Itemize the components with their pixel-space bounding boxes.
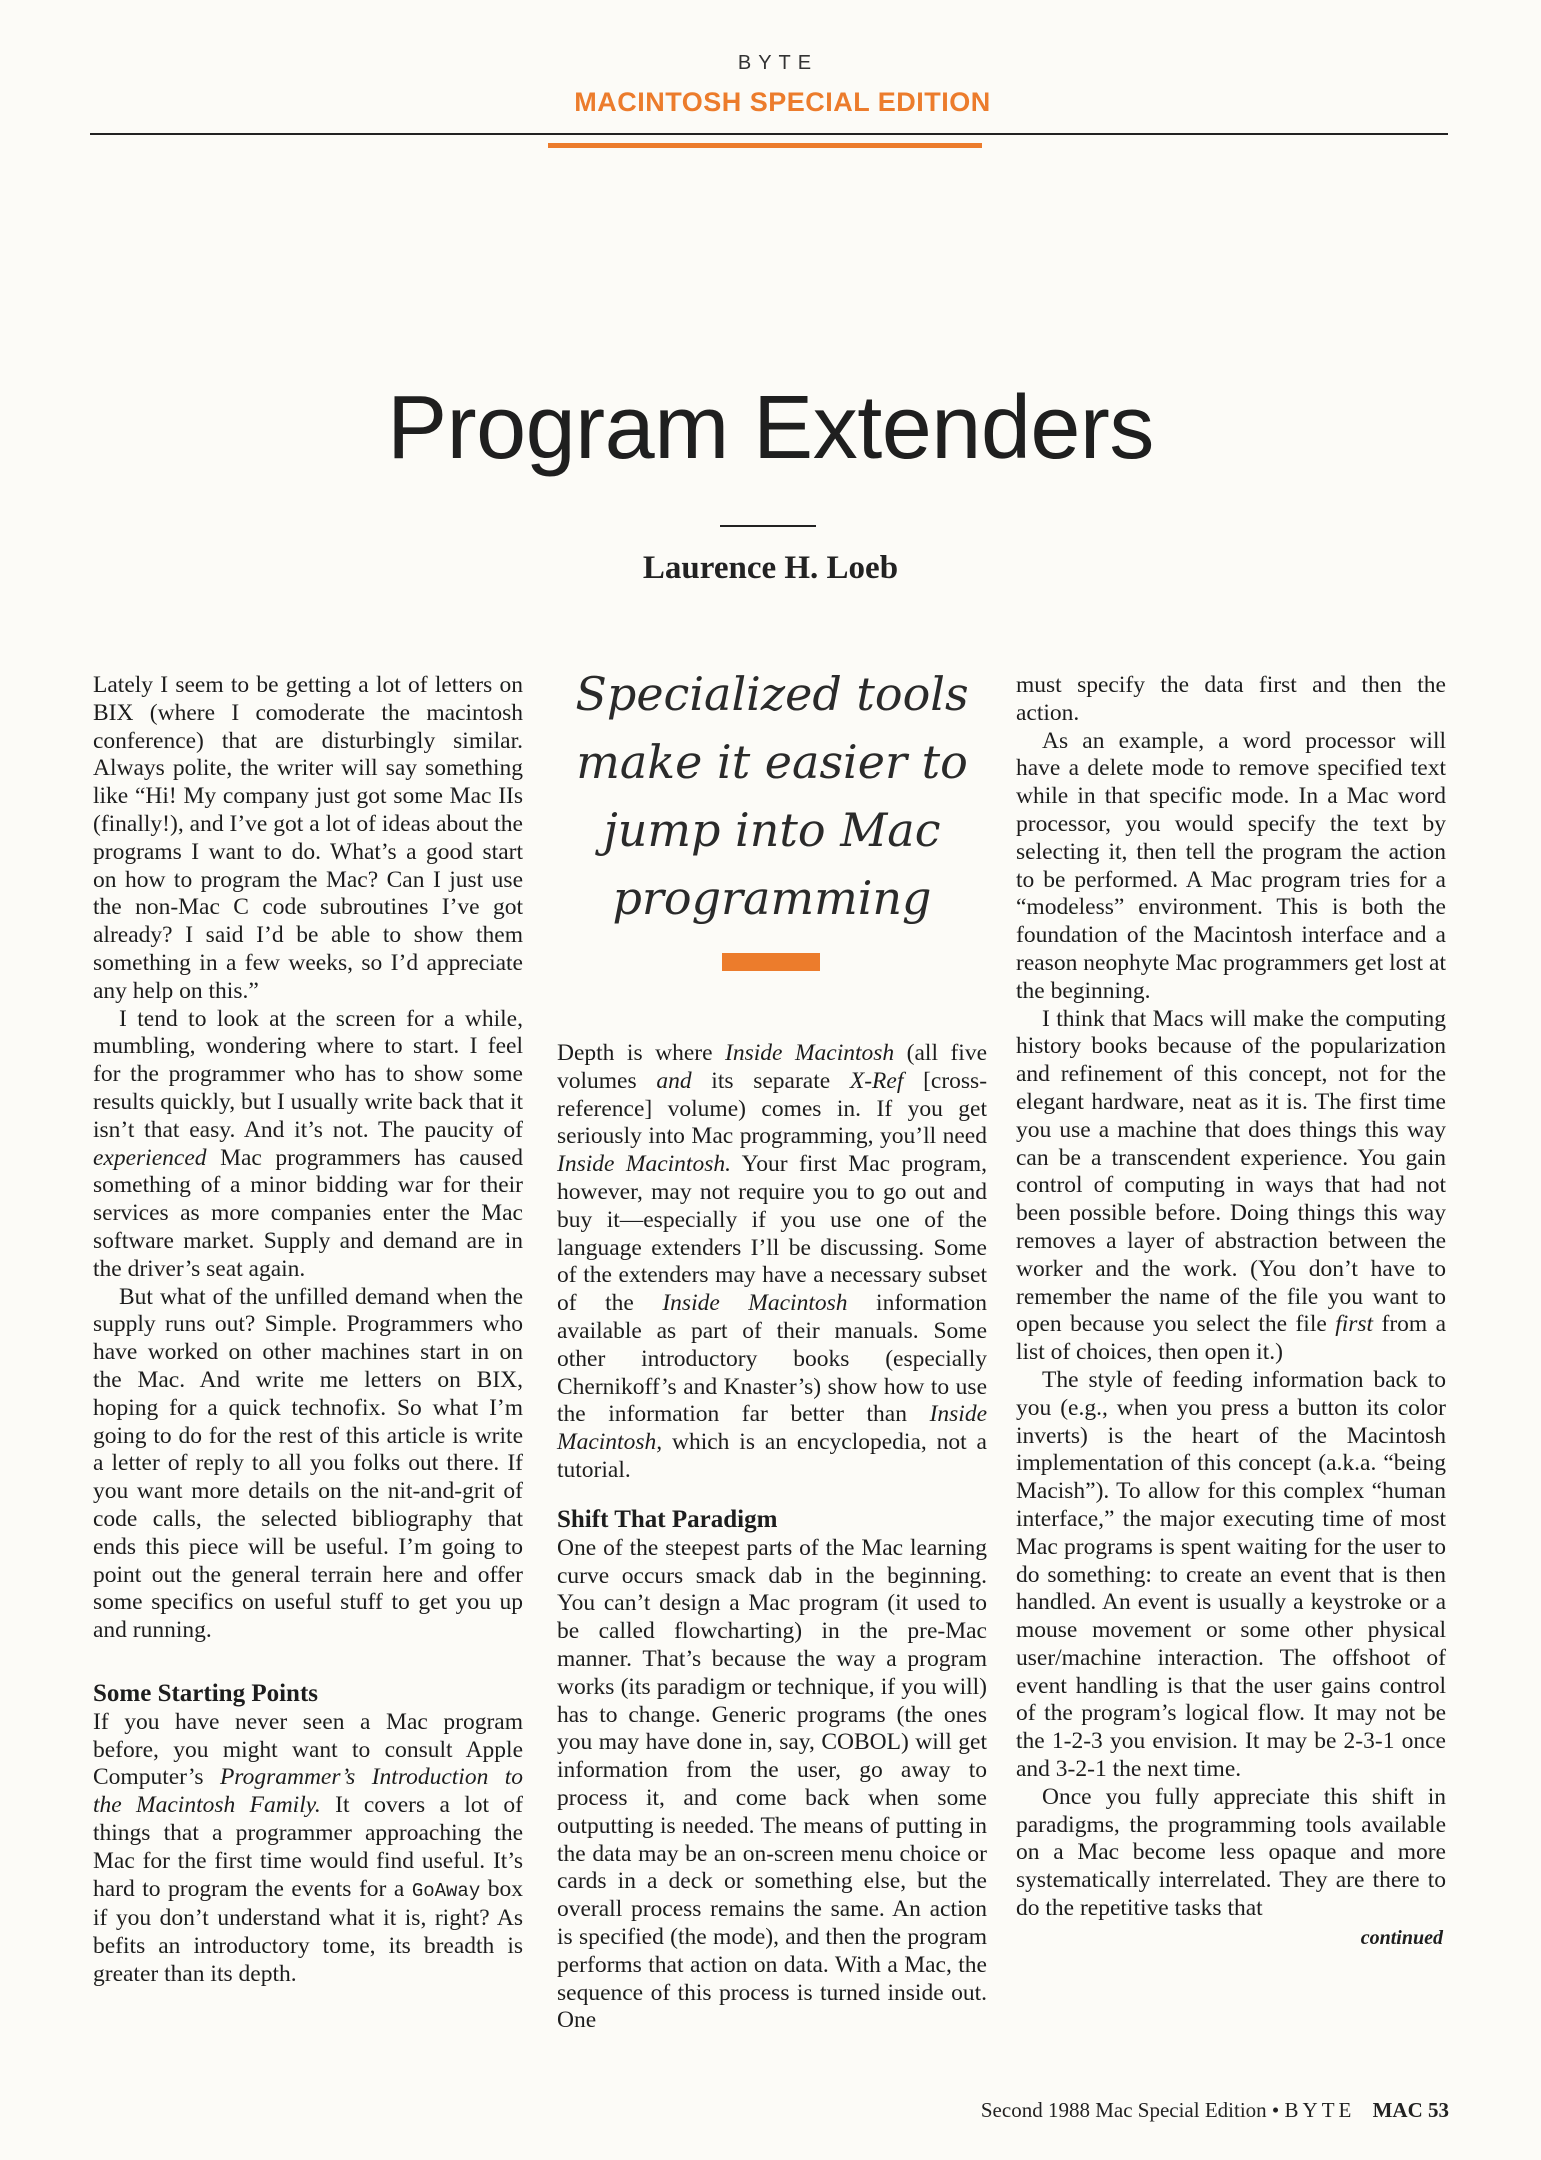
paragraph: I think that Macs will make the computing history books because of the popularization and refinement of this concept, not for the elegant hardware, neat as it is. The first time you use a machine that does things this way can be a transcendent experience. You gain control of computing in ways that had not been possible before. Doing things this way removes a layer of abstraction between the worker and the work. (You don’t have to remember the name of the file you want to open because you select the file first from a list of choices, then open it.) (1016, 1005, 1447, 1366)
masthead (0, 52, 1541, 118)
paragraph: Lately I seem to be getting a lot of letters on BIX (where I comoderate the macintosh conference) that are disturbingly similar. Always polite, the writer will say something like “Hi! My company just got some Mac IIs (finally!), and I’ve got a lot of ideas about the programs I want to do. What’s a good start on how to program the Mac? Can I just use the non-Mac C code subroutines I’ve got already? I said I’d be able to show them something in a few weeks, so I’d appreciate any help on this.” (93, 672, 523, 1004)
article-title: Program Extenders (387, 378, 1154, 478)
paragraph: But what of the unfilled demand when the supply runs out? Simple. Programmers who have worked on other machines start in on the Mac. And write me letters on BIX, hoping for a quick technofix. So what I’m going to do for the rest of this article is write a letter of reply to all you folks out there. If you want more details on the nit-and-grit of code calls, the selected bibliography that ends this piece will be useful. I’m going to point out the general terrain here and offer some specifics on useful stuff to get you up and running. (93, 1283, 523, 1644)
column-3 (1016, 672, 1446, 1953)
header-accent-bar (548, 143, 982, 148)
paragraph: must specify the data first and then the action. (1016, 672, 1446, 726)
edition-label: MACINTOSH SPECIAL EDITION (574, 87, 991, 117)
article-author: Laurence H. Loeb (642, 550, 899, 586)
magazine-name: BYTE (737, 52, 819, 74)
bullet-separator: • (1271, 2098, 1280, 2122)
pull-quote: Specialized tools make it easier to jump into Mac programming (575, 667, 969, 925)
section-heading: Some Starting Points (93, 1679, 318, 1707)
section-heading: Shift That Paradigm (557, 1505, 778, 1533)
paragraph: As an example, a word processor will have a delete mode to remove specified text while in that specific mode. In a Mac word processor, you would specify the text by selecting it, then tell the program the action to be performed. A Mac program tries for a “modeless” environment. This is both the foundation of the Macintosh interface and a reason neophyte Mac programmers get lost at the beginning. (1016, 727, 1446, 1004)
paragraph: The style of feeding information back to you (e.g., when you press a button its color inverts) is the heart of the Macintosh implementation of this concept (a.k.a. “being Macish”). To allow for this complex “human interface,” the major executing time of most Mac programs is spent waiting for the user to do something: to create an event that is then handled. An event is usually a keystroke or a mouse movement or some other physical user/machine interaction. The offshoot of event handling is that the user gains control of the program’s logical flow. It may not be the 1-2-3 you envision. It may be 2-3-1 once and 3-2-1 the next time. (1016, 1366, 1446, 1783)
continued-label: continued (1360, 1926, 1443, 1949)
paragraph: Once you fully appreciate this shift in paradigms, the programming tools available on a Mac become less opaque and more systematically interrelated. They are there to do the repetitive tasks that (1016, 1783, 1446, 1922)
pull-quote-accent-bar (722, 953, 820, 971)
paragraph: One of the steepest parts of the Mac learning curve occurs smack dab in the beginning. You can’t design a Mac program (it used to be called flowcharting) in the pre-Mac manner. That’s because the way a program works (its paradigm or technique, if you will) has to change. Generic programs (the ones you may have done in, say, COBOL) will get information from the user, go away to process it, and come back when some outputting is needed. The means of putting in the data may be an on-screen menu choice or cards in a deck or something else, but the overall process remains the same. An action is specified (the mode), and then the program performs that action on data. With a Mac, the sequence of this process is turned inside out. One (557, 1534, 987, 2034)
column-1 (93, 672, 523, 1989)
page-footer (981, 2098, 1449, 2123)
header-rule (90, 133, 1448, 135)
column-2 (557, 1040, 987, 2035)
footer-magazine: BYTE (1284, 2098, 1356, 2122)
paragraph: I tend to look at the screen for a while, mumbling, wondering where to start. I feel for the programmer who has to show some results quickly, but I usually write back that it isn’t that easy. And it’s not. The paucity of experienced Mac programmers has caused something of a minor bidding war for their services as more companies enter the Mac software market. Supply and demand are in the driver’s seat again. (93, 1005, 524, 1282)
issue-label: Second 1988 Mac Special Edition (980, 2098, 1267, 2122)
page-number: MAC 53 (1372, 2098, 1449, 2122)
code-term: GoAway (411, 1879, 481, 1902)
title-divider (720, 525, 816, 527)
paragraph: If you have never seen a Mac program before, you might want to consult Apple Computer’s Programmer’s Introduction to the Macintosh Family. It covers a lot of things that a programmer approaching the Mac for the first time would find useful. It’s hard to program the events for a GoAway box if you don’t understand what it is, right? As befits an introductory tome, its breadth is greater than its depth. (93, 1708, 524, 1988)
paragraph: Depth is where Inside Macintosh (all five volumes and its separate X-Ref [cross-reference] volume) comes in. If you get seriously into Mac programming, you’ll need Inside Macintosh. Your first Mac program, however, may not require you to go out and buy it—especially if you use one of the language extenders I’ll be discussing. Some of the extenders may have a necessary subset of the Inside Macintosh information available as part of their manuals. Some other introductory books (especially Chernikoff’s and Knaster’s) show how to use the information far better than Inside Macintosh, which is an encyclopedia, not a tutorial. (557, 1040, 988, 1483)
